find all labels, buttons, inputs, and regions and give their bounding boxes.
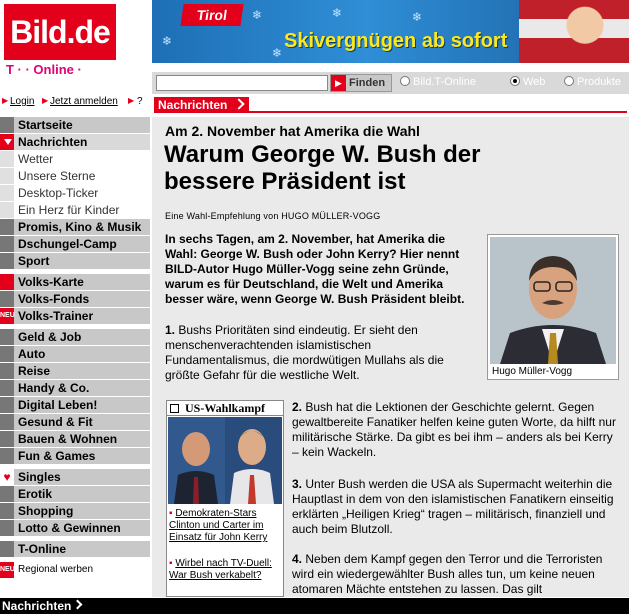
- sidebar-item-label: Fun & Games: [18, 449, 96, 463]
- candidates-photo[interactable]: [168, 417, 282, 504]
- sidebar-item-dschungel-camp[interactable]: [0, 236, 150, 252]
- nav-marker: [0, 431, 14, 447]
- sidebar-item-label: Gesund & Fit: [18, 415, 93, 429]
- bullet-icon: ▪: [169, 508, 173, 519]
- sidebar-item-nachrichten[interactable]: [0, 134, 150, 150]
- radio-circle-selected-icon: [510, 76, 520, 86]
- sidebar-item-shopping[interactable]: [0, 503, 150, 519]
- snowflake-icon: ❄: [162, 34, 173, 48]
- triangle-right-icon: ▶: [128, 96, 135, 105]
- sidebar-item-label: Wetter: [18, 152, 54, 166]
- login-link[interactable]: Login: [10, 96, 35, 107]
- search-button-label: Finden: [349, 77, 386, 89]
- sidebar-item-fun-games[interactable]: [0, 448, 150, 464]
- radio-circle-icon: [400, 76, 410, 86]
- sidebar-item-ein-herz-für-kinder[interactable]: [0, 202, 150, 218]
- new-badge: NEU: [0, 562, 14, 578]
- sidebar-item-label: Volks-Trainer: [18, 309, 94, 323]
- sidebar-item-sport[interactable]: [0, 253, 150, 269]
- article-byline: Eine Wahl-Empfehlung von HUGO MÜLLER-VOGG: [165, 211, 381, 221]
- article: [152, 117, 629, 597]
- nav-marker: [0, 363, 14, 379]
- sidebar-item-label: Ein Herz für Kinder: [18, 203, 120, 217]
- nav-marker: [0, 380, 14, 396]
- sidebar-item-reise[interactable]: [0, 363, 150, 379]
- point-3: 3. Unter Bush werden die USA als Supermacht weiterhin die Hauptlast in dem von den islamistischen Fanatikern einseitig erklärten „Heiligen Krieg“ tragen – militärisch, finanziell und auch beim Blutzoll.: [292, 477, 614, 536]
- nav-marker: [0, 151, 14, 167]
- portrait-caption: Hugo Müller-Vogg: [492, 366, 573, 377]
- help-link[interactable]: ?: [137, 96, 143, 107]
- sidebar-item-t-online[interactable]: [0, 541, 150, 557]
- site-header: [0, 0, 629, 95]
- sidebar-item-label: Geld & Job: [18, 330, 82, 344]
- sidebar-item-regional-werben[interactable]: [0, 562, 150, 578]
- nav-marker: [0, 219, 14, 235]
- ad-banner[interactable]: [152, 0, 629, 63]
- sidebar-item-auto[interactable]: [0, 346, 150, 362]
- nav-marker: [0, 520, 14, 536]
- sidebar-item-label: Bauen & Wohnen: [18, 432, 118, 446]
- radio-produkte[interactable]: Produkte: [564, 76, 621, 88]
- snowflake-icon: ❄: [412, 10, 423, 24]
- square-icon: [170, 404, 179, 413]
- register-link[interactable]: Jetzt anmelden: [50, 96, 118, 107]
- login-row: [0, 95, 152, 109]
- radio-web[interactable]: Web: [510, 76, 545, 88]
- nav-marker: [0, 236, 14, 252]
- sidebar-item-unsere-sterne[interactable]: [0, 168, 150, 184]
- sidebar-item-label: Promis, Kino & Musik: [18, 220, 142, 234]
- sidebar-item-desktop-ticker[interactable]: [0, 185, 150, 201]
- related-box-title: US-Wahlkampf: [167, 401, 283, 416]
- section-bar: [152, 97, 629, 113]
- banner-brand: Tirol: [180, 4, 243, 26]
- nav-marker: [0, 486, 14, 502]
- search-button[interactable]: [330, 74, 392, 92]
- nav-marker: [0, 117, 14, 133]
- sidebar-item-label: Singles: [18, 470, 61, 484]
- related-link-1[interactable]: ▪ Demokraten-Stars Clinton und Carter im Einsatz für John Kerry: [169, 508, 268, 543]
- banner-headline: Skivergnügen ab sofort: [284, 30, 508, 52]
- logo-wordmark: Bild.de: [4, 4, 116, 60]
- sidebar-item-label: Unsere Sterne: [18, 169, 96, 183]
- search-input[interactable]: [156, 75, 328, 91]
- triangle-down-icon: [0, 134, 14, 150]
- new-badge: NEU: [0, 308, 14, 324]
- sidebar-item-volks-karte[interactable]: [0, 274, 150, 290]
- nav-marker: [0, 346, 14, 362]
- related-link-2[interactable]: ▪ Wirbel nach TV-Duell: War Bush verkabelt?: [169, 558, 272, 581]
- nav-marker: [0, 202, 14, 218]
- bild-logo[interactable]: [0, 0, 150, 95]
- nav-marker: [0, 503, 14, 519]
- nav-marker: [0, 274, 14, 290]
- sidebar-item-label: Reise: [18, 364, 51, 378]
- sidebar-item-label: Sport: [18, 254, 50, 268]
- triangle-right-icon: ▶: [2, 96, 9, 105]
- nav-marker: [0, 291, 14, 307]
- sidebar-item-label: Nachrichten: [18, 135, 88, 149]
- sidebar-item-label: Desktop-Ticker: [18, 186, 99, 200]
- article-kicker: Am 2. November hat Amerika die Wahl: [165, 123, 420, 139]
- snowflake-icon: ❄: [252, 8, 263, 22]
- triangle-right-icon: ▶: [42, 96, 49, 105]
- sidebar-item-label: Digital Leben!: [18, 398, 98, 412]
- nav-marker: [0, 329, 14, 345]
- nav-marker: [0, 414, 14, 430]
- sidebar-nav: [0, 95, 152, 598]
- sidebar-item-label: Startseite: [18, 118, 73, 132]
- sidebar-item-label: Handy & Co.: [18, 381, 90, 395]
- article-lead: In sechs Tagen, am 2. November, hat Amerika die Wahl: George W. Bush oder John Kerry? Hier nennt BILD-Autor Hugo Müller-Vogg seine zehn Gründe, warum es für Deutschland, die Welt und Amerika besser wäre, wenn George W. Bush Präsident bleibt.: [165, 232, 465, 306]
- sidebar-item-volks-fonds[interactable]: [0, 291, 150, 307]
- snowflake-icon: ❄: [332, 6, 343, 20]
- banner-skier-image: [519, 0, 629, 63]
- sidebar-item-label: Shopping: [18, 504, 74, 518]
- sidebar-item-label: Regional werben: [18, 564, 94, 575]
- nav-marker: [0, 448, 14, 464]
- sidebar-item-erotik[interactable]: [0, 486, 150, 502]
- nav-marker: [0, 185, 14, 201]
- sidebar-item-startseite[interactable]: [0, 117, 150, 133]
- point-4: 4. Neben dem Kampf gegen den Terror und die Terroristen wird ein wiedergewählter Bush alles tun, um keine neuen atomaren Mächte entstehen zu lassen. Das gilt: [292, 552, 603, 596]
- bullet-icon: ▪: [169, 558, 173, 569]
- sidebar-item-digital-leben[interactable]: [0, 397, 150, 413]
- sidebar-item-label: Erotik: [18, 487, 53, 501]
- sidebar-item-label: Dschungel-Camp: [18, 237, 117, 251]
- article-headline: Warum George W. Bush der bessere Präsident ist: [164, 141, 481, 195]
- sidebar-item-lotto-gewinnen[interactable]: [0, 520, 150, 536]
- sidebar-item-label: Lotto & Gewinnen: [18, 521, 121, 535]
- nav-marker: [0, 397, 14, 413]
- nav-marker: [0, 168, 14, 184]
- sidebar-item-gesund-fit[interactable]: [0, 414, 150, 430]
- sidebar-item-bauen-wohnen[interactable]: [0, 431, 150, 447]
- radio-bild-t-online[interactable]: Bild.T-Online: [400, 76, 476, 88]
- sidebar-item-volks-trainer[interactable]: [0, 308, 150, 324]
- sidebar-item-label: Volks-Karte: [18, 275, 84, 289]
- chevron-right-icon: [73, 600, 83, 610]
- sidebar-item-label: Volks-Fonds: [18, 292, 90, 306]
- arrow-right-icon: ▶: [331, 75, 346, 91]
- sidebar-item-handy-co[interactable]: [0, 380, 150, 396]
- sidebar-item-singles[interactable]: [0, 469, 150, 485]
- point-1: 1. Bushs Prioritäten sind eindeutig. Er sieht den menschenverachtenden islamistischen Fundamentalismus, die mordwütigen Mullahs als die größte Gefahr für die westliche Welt.: [165, 323, 444, 382]
- section-tab-nachrichten[interactable]: Nachrichten: [154, 97, 249, 113]
- section-divider: [242, 111, 627, 113]
- point-2: 2. Bush hat die Lektionen der Geschichte gelernt. Gegen gewaltbereite Fanatiker helfen keine guten Worte, da hilft nur militärische Stärke. Da gibt es bei ihm – anders als bei Kerry – kein Wackeln.: [292, 400, 616, 459]
- search-bar: [152, 72, 629, 94]
- sidebar-item-label: Auto: [18, 347, 46, 361]
- footer-bar: [0, 598, 629, 614]
- related-box-us-wahlkampf: [166, 400, 284, 597]
- logo-subline: T · · Online ·: [6, 62, 82, 77]
- nav-marker: [0, 253, 14, 269]
- snowflake-icon: ❄: [272, 46, 283, 60]
- footer-link-nachrichten[interactable]: Nachrichten: [2, 599, 72, 613]
- radio-circle-icon: [564, 76, 574, 86]
- sidebar-item-wetter[interactable]: [0, 151, 150, 167]
- nav-marker: [0, 541, 14, 557]
- author-portrait[interactable]: [487, 234, 619, 380]
- sidebar-item-label: T-Online: [18, 542, 66, 556]
- sidebar-item-promis-kino-musik[interactable]: [0, 219, 150, 235]
- sidebar-item-geld-job[interactable]: [0, 329, 150, 345]
- author-photo: [490, 237, 616, 364]
- heart-icon: ♥: [0, 469, 14, 485]
